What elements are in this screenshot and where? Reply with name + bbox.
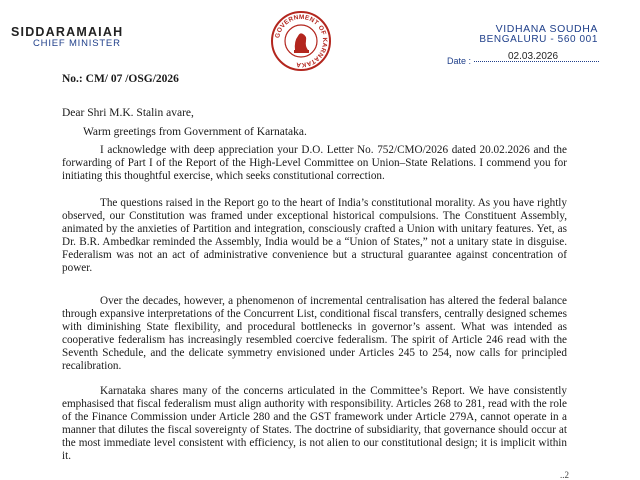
letter-date: 02.03.2026 [508, 51, 559, 62]
body-paragraph-4: Karnataka shares many of the concerns articulated in the Committee’s Report. We have consistently emphasised that fiscal federalism must align authority with responsibility. Articles 268 to 281, read with the role of the Finance Commission under Article 280 and the GST framework under Article 279A, cannot operate in a manner that dilutes the fiscal sovereignty of States. The doctrine of subsidiarity, that governance should occur at the most immediate level consistent with efficiency, is not alien to our constitutional design; it is implicit within it. [62, 385, 567, 462]
seal-text: GOVERNMENT OF KARNATAKA [274, 13, 329, 69]
sender-title: CHIEF MINISTER [33, 38, 121, 49]
date-label: Date : [447, 56, 472, 66]
reference-number: No.: CM/ 07 /OSG/2026 [62, 73, 179, 85]
address-building: VIDHANA SOUDHA [495, 23, 598, 35]
date-dotted-line [474, 61, 599, 62]
salutation: Dear Shri M.K. Stalin avare, [62, 107, 194, 119]
sender-name: SIDDARAMAIAH [11, 25, 124, 39]
body-paragraph-2: The questions raised in the Report go to the heart of India’s constitutional morality. As you have rightly observed, our Constitution was framed under exceptional historical compulsions. The Constituent Assembly, animated by the anxieties of Partition and integration, consciously crafted a Union with unitary features. Yet, as Dr. B.R. Ambedkar reminded the Assembly, India would be a “Union of States,” not a unitary state in disguise. Federalism was not an act of administrative convenience but a structural guarantee against concentration of power. [62, 197, 567, 274]
greeting: Warm greetings from Government of Karnataka. [83, 126, 307, 138]
address-city: BENGALURU - 560 001 [479, 34, 598, 45]
karnataka-emblem-icon [270, 10, 332, 72]
body-paragraph-1: I acknowledge with deep appreciation your D.O. Letter No. 752/CMO/2026 dated 20.02.2026 and the forwarding of Part I of the Report of the High-Level Committee on Union–State Relations. I commend you for initiating this thoughtful exercise, which seeks constitutional correction. [62, 144, 567, 182]
body-paragraph-3: Over the decades, however, a phenomenon of incremental centralisation has altered the federal balance through expansive interpretations of the Concurrent List, conditional fiscal transfers, centrally designed schemes with diminishing State flexibility, and procedural bottlenecks in governor’s assent. What was intended as cooperative federalism has increasingly resembled coercive federalism. The spirit of Article 246 read with the Seventh Schedule, and the delicate symmetry envisioned under Articles 245 to 254, now calls for principled recalibration. [62, 295, 567, 372]
page-number: ..2 [560, 470, 569, 480]
